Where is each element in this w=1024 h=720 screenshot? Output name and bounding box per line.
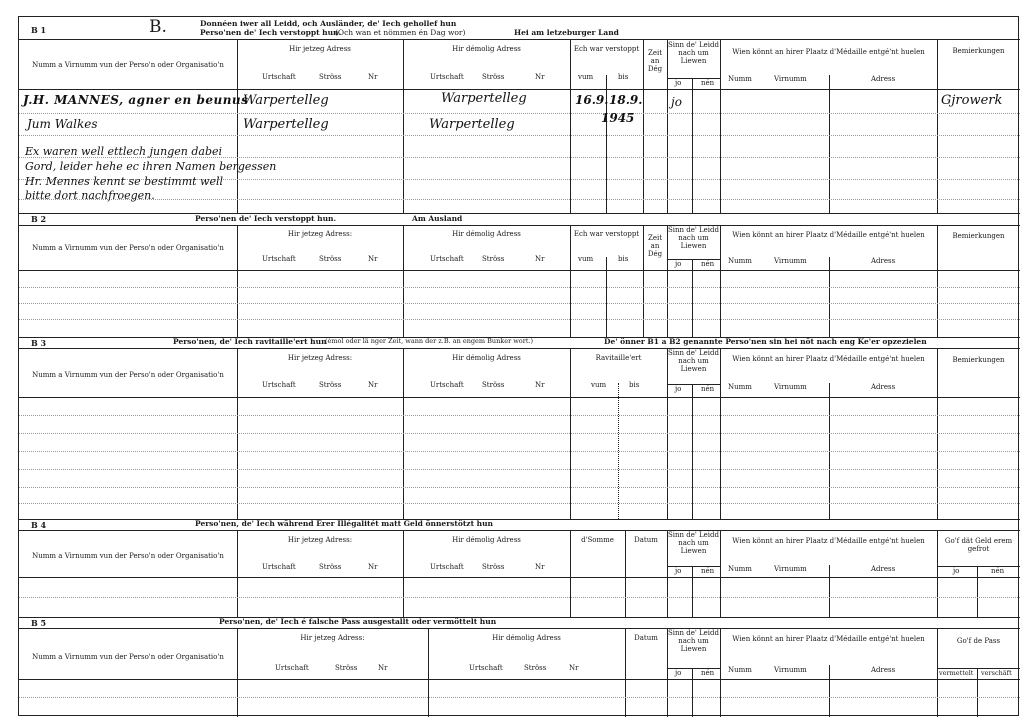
header-medal: Wien könnt an hirer Plaatz d'Médaille entgé'nt huelen bbox=[732, 355, 925, 363]
header-urtschaft: Urtschaft bbox=[262, 255, 296, 263]
header-hidden: Ech war verstoppt bbox=[573, 45, 640, 53]
header-nr: Nr bbox=[535, 255, 545, 263]
header-virnumm: Virnumm bbox=[774, 75, 807, 83]
section-title-note: (émol oder lä nger Zeit, wann der z.B. an engem Bunker wort.) bbox=[325, 337, 534, 345]
header-nen: nén bbox=[701, 385, 715, 393]
header-stross: Ströss bbox=[319, 381, 342, 389]
form-letter: B. bbox=[149, 17, 167, 37]
header-nr: Nr bbox=[368, 255, 378, 263]
header-current-address: Hir jetzeg Adress bbox=[289, 45, 351, 53]
header-sinn: Sinn de' Leidd nach um Liewen bbox=[667, 226, 720, 251]
header-jo: jo bbox=[675, 385, 682, 393]
header-vum: vum bbox=[578, 73, 594, 81]
header-nen: nén bbox=[701, 567, 715, 575]
handwritten-note: Gord, leider hehe ec ihren Namen bergessen bbox=[25, 160, 277, 173]
header-nen: nén bbox=[701, 79, 715, 87]
header-current-address: Hir jetzeg Adress: bbox=[287, 354, 353, 362]
handwritten-date-to: 18.9. bbox=[609, 93, 643, 107]
header-nr: Nr bbox=[368, 73, 378, 81]
header-name: Numm a Virnumm vun der Perso'n oder Organisatio'n bbox=[32, 371, 224, 379]
header-jo: jo bbox=[675, 260, 682, 268]
header-jo: jo bbox=[675, 567, 682, 575]
header-stross: Ströss bbox=[482, 73, 505, 81]
header-adress: Adress bbox=[871, 75, 896, 83]
section-b4 bbox=[19, 519, 1018, 617]
section-code: B 4 bbox=[31, 520, 47, 530]
header-remarks: Bemierkungen bbox=[952, 47, 1005, 55]
section-b5 bbox=[19, 617, 1018, 717]
handwritten-note: Ex waren well ettlech jungen dabei bbox=[25, 145, 223, 158]
handwritten-year: 1945 bbox=[601, 111, 635, 125]
header-sinn: Sinn de' Leidd nach um Liewen bbox=[667, 629, 720, 654]
header-virnumm: Virnumm bbox=[774, 257, 807, 265]
header-stross: Ströss bbox=[319, 73, 342, 81]
section-b3 bbox=[19, 337, 1018, 519]
header-sinn: Sinn de' Leidd nach um Liewen bbox=[667, 41, 720, 66]
handwritten-name: J.H. MANNES, agner en beunus bbox=[23, 93, 249, 107]
header-stross: Ströss bbox=[482, 563, 505, 571]
header-urtschaft: Urtschaft bbox=[430, 381, 464, 389]
section-code: B 3 bbox=[31, 338, 47, 348]
section-code: B 1 bbox=[31, 25, 47, 35]
section-title-right: De' önner B1 a B2 genannte Perso'nen sin hei nöt nach eng Ke'er opzezielen bbox=[604, 337, 927, 346]
form-title-2: Perso'nen de' Iech verstoppt hun. bbox=[200, 28, 342, 37]
header-adress: Adress bbox=[871, 666, 896, 674]
section-code: B 5 bbox=[31, 618, 47, 628]
header-zeit: Zeit an Dég bbox=[647, 49, 663, 74]
header-numm: Numm bbox=[728, 666, 752, 674]
header-name: Numm a Virnumm vun der Perso'n oder Organisatio'n bbox=[32, 61, 224, 69]
handwritten-town: Warpertelleg bbox=[243, 93, 329, 108]
header-nr: Nr bbox=[368, 563, 378, 571]
form-title-right: Hei am letzeburger Land bbox=[514, 28, 619, 37]
header-geld: Go'f dät Geld erem gefrot bbox=[944, 537, 1013, 554]
header-jo: jo bbox=[953, 567, 960, 575]
header-stross: Ströss bbox=[319, 563, 342, 571]
header-urtschaft: Urtschaft bbox=[262, 381, 296, 389]
form-title-note: (Och wan et nömmen én Dag wor) bbox=[335, 28, 466, 37]
section-title-right: Am Ausland bbox=[412, 214, 463, 223]
header-zeit: Zeit an Dég bbox=[647, 234, 663, 259]
header-nr: Nr bbox=[535, 73, 545, 81]
header-current-address: Hir jetzeg Adress: bbox=[300, 634, 365, 642]
header-urtschaft: Urtschaft bbox=[469, 664, 503, 672]
header-current-address: Hir jetzeg Adress: bbox=[287, 230, 353, 238]
handwritten-note: bitte dort nachfroegen. bbox=[25, 189, 155, 202]
header-numm: Numm bbox=[728, 257, 752, 265]
header-datum: Datum bbox=[634, 536, 658, 544]
header-nen: nén bbox=[701, 260, 715, 268]
header-virnumm: Virnumm bbox=[774, 383, 807, 391]
header-medal: Wien könnt an hirer Plaatz d'Médaille entgé'nt huelen bbox=[732, 231, 925, 239]
header-former-address: Hir démolig Adress bbox=[452, 230, 521, 238]
header-urtschaft: Urtschaft bbox=[430, 563, 464, 571]
header-urtschaft: Urtschaft bbox=[430, 255, 464, 263]
handwritten-alive: jo bbox=[671, 95, 682, 109]
header-nr: Nr bbox=[535, 381, 545, 389]
header-nr: Nr bbox=[368, 381, 378, 389]
header-nr: Nr bbox=[535, 563, 545, 571]
header-nen: nén bbox=[991, 567, 1005, 575]
header-current-address: Hir jetzeg Adress: bbox=[287, 536, 353, 544]
header-vum: vum bbox=[578, 255, 594, 263]
header-name: Numm a Virnumm vun der Perso'n oder Organisatio'n bbox=[32, 552, 224, 560]
handwritten-note: Hr. Mennes kennt se bestimmt well bbox=[25, 175, 224, 188]
header-urtschaft: Urtschaft bbox=[430, 73, 464, 81]
header-ravitailleert: Ravitaille'ert bbox=[595, 354, 642, 362]
header-former-address: Hir démolig Adress bbox=[452, 354, 521, 362]
header-adress: Adress bbox=[871, 565, 896, 573]
header-jo: jo bbox=[675, 669, 682, 677]
header-former-address: Hir démolig Adress bbox=[452, 536, 521, 544]
header-sinn: Sinn de' Leidd nach um Liewen bbox=[667, 531, 720, 556]
header-nr: Nr bbox=[569, 664, 579, 672]
header-urtschaft: Urtschaft bbox=[262, 563, 296, 571]
header-vermettelt: vermettelt bbox=[939, 669, 974, 677]
header-former-address: Hir démolig Adress bbox=[492, 634, 561, 642]
header-medal: Wien könnt an hirer Plaatz d'Médaille entgé'nt huelen bbox=[732, 635, 925, 643]
handwritten-remark: Gjrowerk bbox=[941, 93, 1003, 108]
form-title: Donnéen iwer all Leidd, och Ausländer, de' Iech gehollef hun bbox=[200, 19, 457, 28]
section-title: Perso'nen, de' Iech é falsche Pass ausgestallt oder vermöttelt hun bbox=[219, 617, 497, 626]
header-datum: Datum bbox=[634, 634, 658, 642]
header-virnumm: Virnumm bbox=[774, 565, 807, 573]
header-stross: Ströss bbox=[482, 255, 505, 263]
header-vum: vum bbox=[591, 381, 607, 389]
form-page bbox=[18, 16, 1019, 716]
header-nen: nén bbox=[701, 669, 715, 677]
header-stross: Ströss bbox=[319, 255, 342, 263]
section-code: B 2 bbox=[31, 214, 47, 224]
handwritten-name: Jum Walkes bbox=[27, 117, 98, 131]
header-name: Numm a Virnumm vun der Perso'n oder Organisatio'n bbox=[32, 653, 224, 661]
header-jo: jo bbox=[675, 79, 682, 87]
section-title: Perso'nen de' Iech verstoppt hun. bbox=[195, 214, 337, 223]
header-name: Numm a Virnumm vun der Perso'n oder Organisatio'n bbox=[32, 244, 224, 252]
header-adress: Adress bbox=[871, 257, 896, 265]
header-medal: Wien könnt an hirer Plaatz d'Médaille entgé'nt huelen bbox=[732, 537, 925, 545]
header-stross: Ströss bbox=[482, 381, 505, 389]
header-hidden: Ech war verstoppt bbox=[573, 230, 640, 238]
handwritten-date-from: 16.9. bbox=[575, 93, 609, 107]
handwritten-town: Warpertelleg bbox=[441, 91, 527, 106]
section-title: Perso'nen, de' Iech ravitaille'ert hun bbox=[173, 337, 327, 346]
header-sinn: Sinn de' Leidd nach um Liewen bbox=[667, 349, 720, 374]
header-numm: Numm bbox=[728, 565, 752, 573]
header-virnumm: Virnumm bbox=[774, 666, 807, 674]
section-b1 bbox=[19, 17, 1018, 213]
header-urtschaft: Urtschaft bbox=[262, 73, 296, 81]
header-medal: Wien könnt an hirer Plaatz d'Médaille entgé'nt huelen bbox=[732, 48, 925, 56]
header-numm: Numm bbox=[728, 383, 752, 391]
header-remarks: Bemierkungen bbox=[952, 232, 1005, 240]
handwritten-town: Warpertelleg bbox=[243, 117, 329, 132]
header-remarks: Bemierkungen bbox=[952, 356, 1005, 364]
header-urtschaft: Urtschaft bbox=[275, 664, 309, 672]
section-title: Perso'nen, de' Iech während Erer Illégalitét matt Geld önnerstötzt hun bbox=[195, 519, 494, 528]
handwritten-town: Warpertelleg bbox=[429, 117, 515, 132]
header-stross: Ströss bbox=[524, 664, 547, 672]
section-b2 bbox=[19, 213, 1018, 337]
header-adress: Adress bbox=[871, 383, 896, 391]
header-bis: bis bbox=[629, 381, 640, 389]
header-verschaft: verschäft bbox=[981, 669, 1012, 677]
header-bis: bis bbox=[618, 255, 629, 263]
header-nr: Nr bbox=[378, 664, 388, 672]
header-pass: Go'f de Pass bbox=[956, 637, 1001, 645]
header-numm: Numm bbox=[728, 75, 752, 83]
header-stross: Ströss bbox=[335, 664, 358, 672]
header-bis: bis bbox=[618, 73, 629, 81]
header-somme: d'Somme bbox=[581, 536, 614, 544]
header-former-address: Hir démolig Adress bbox=[452, 45, 521, 53]
